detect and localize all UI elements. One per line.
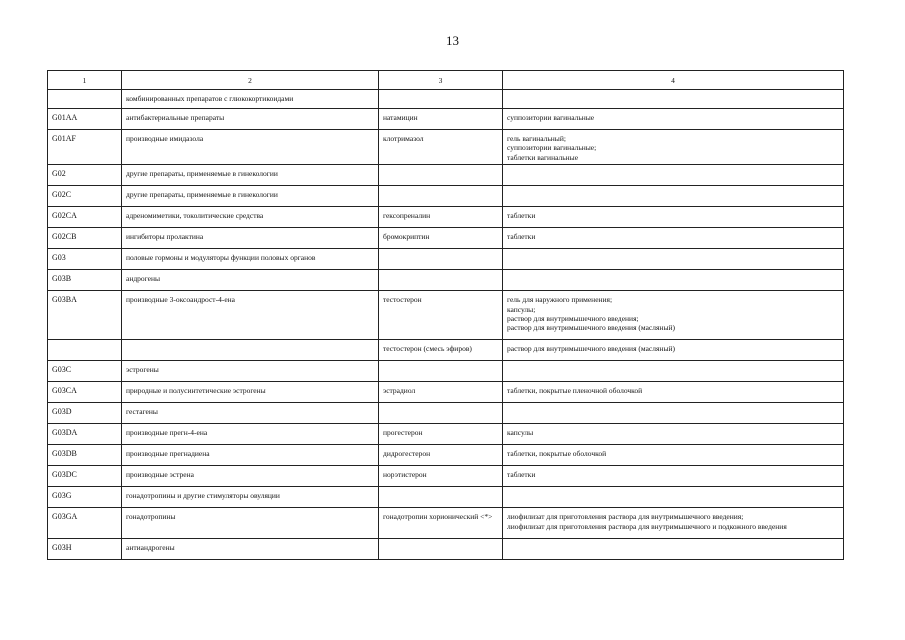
dosage-form-line: таблетки, покрытые пленочной оболочкой [507,386,643,396]
table-row [48,270,844,291]
code-cell: G03DC [48,466,122,487]
table-row [48,249,844,270]
code-cell: G03D [48,403,122,424]
group-name-cell: антиандрогены [122,539,379,560]
group-name-cell: ингибиторы пролактина [122,228,379,249]
drug-name-cell: бромокриптин [379,228,503,249]
group-name-cell: половые гормоны и модуляторы функции половых органов [122,249,379,270]
table-row [48,186,844,207]
dosage-form-line: таблетки [507,470,536,480]
group-name-cell: гестагены [122,403,379,424]
drug-name-cell [379,361,503,382]
drug-name-cell [379,249,503,270]
dosage-form-cell [503,382,844,403]
dosage-form-line: раствор для внутримышечного введения (масляный) [507,344,675,354]
table-row [48,207,844,228]
dosage-form-cell [503,445,844,466]
drug-table [47,70,844,560]
code-cell: G03GA [48,508,122,539]
group-name-cell: комбинированных препаратов с глюкокортикоидами [122,90,379,109]
drug-name-cell: норэтистерон [379,466,503,487]
table-row [48,109,844,130]
dosage-form-cell [503,186,844,207]
dosage-form-cell [503,508,844,539]
dosage-form-line: суппозитории вагинальные; [507,143,597,153]
group-name-cell: производные 3-оксоандрост-4-ена [122,291,379,340]
code-cell: G01AA [48,109,122,130]
group-name-cell: производные имидазола [122,130,379,165]
dosage-form-cell [503,361,844,382]
dosage-form-line: таблетки, покрытые оболочкой [507,449,607,459]
dosage-form-cell [503,466,844,487]
drug-name-cell [379,270,503,291]
dosage-form-line: суппозитории вагинальные [507,113,595,122]
code-cell [48,90,122,109]
group-name-cell: производные прегнадиена [122,445,379,466]
column-header-4: 4 [503,71,844,90]
code-cell [48,340,122,361]
group-name-cell: другие препараты, применяемые в гинекологии [122,165,379,186]
table-row [48,466,844,487]
dosage-form-line: раствор для внутримышечного введения; [507,313,639,323]
code-cell: G03C [48,361,122,382]
table-row [48,130,844,165]
table-row [48,445,844,466]
table-row [48,340,844,361]
dosage-form-cell [503,249,844,270]
group-name-cell: гонадотропины и другие стимуляторы овуляции [122,487,379,508]
code-cell: G02 [48,165,122,186]
header-row [48,71,844,90]
dosage-form-line: гель вагинальный; [507,134,566,143]
table-row [48,403,844,424]
dosage-form-cell [503,270,844,291]
drug-name-cell: гексопреналин [379,207,503,228]
dosage-form-line: таблетки [507,211,536,221]
table-row [48,382,844,403]
drug-name-cell: натамицин [379,109,503,130]
table-row [48,487,844,508]
code-cell: G03DB [48,445,122,466]
dosage-form-line: капсулы; [507,304,536,314]
dosage-form-cell [503,228,844,249]
table-row [48,361,844,382]
drug-name-cell [379,487,503,508]
drug-name-cell [379,403,503,424]
page-number: 13 [446,33,459,48]
dosage-form-cell [503,165,844,186]
code-cell: G02CA [48,207,122,228]
dosage-form-cell [503,403,844,424]
drug-name-cell: клотримазол [379,130,503,165]
code-cell: G03DA [48,424,122,445]
dosage-form-line: лиофилизат для приготовления раствора для внутримышечного и подкожного введения [507,521,787,531]
code-cell: G03 [48,249,122,270]
group-name-cell [122,340,379,361]
drug-name-cell: тестостерон (смесь эфиров) [379,340,503,361]
table-row [48,165,844,186]
dosage-form-cell [503,291,844,340]
group-name-cell: производные прегн-4-ена [122,424,379,445]
dosage-form-line: лиофилизат для приготовления раствора для внутримышечного введения; [507,512,744,522]
dosage-form-cell [503,487,844,508]
code-cell: G03B [48,270,122,291]
table-row [48,508,844,539]
drug-name-cell [379,186,503,207]
group-name-cell: адреномиметики, токолитические средства [122,207,379,228]
table-row [48,424,844,445]
code-cell: G03H [48,539,122,560]
column-header-2: 2 [122,71,379,90]
drug-name-cell: прогестерон [379,424,503,445]
code-cell: G03CA [48,382,122,403]
code-cell: G02CB [48,228,122,249]
group-name-cell: другие препараты, применяемые в гинекологии [122,186,379,207]
table-row [48,291,844,340]
table-row [48,539,844,560]
table-row [48,90,844,109]
dosage-form-line: раствор для внутримышечного введения (масляный) [507,323,675,333]
code-cell: G02C [48,186,122,207]
dosage-form-cell [503,90,844,109]
group-name-cell: производные эстрена [122,466,379,487]
drug-name-cell [379,90,503,109]
dosage-form-cell [503,539,844,560]
group-name-cell: эстрогены [122,361,379,382]
group-name-cell: гонадотропины [122,508,379,539]
dosage-form-cell [503,130,844,165]
group-name-cell: природные и полусинтетические эстрогены [122,382,379,403]
drug-name-cell: тестостерон [379,291,503,340]
code-cell: G01AF [48,130,122,165]
drug-name-cell [379,165,503,186]
dosage-form-line: таблетки [507,232,536,242]
column-header-3: 3 [379,71,503,90]
drug-name-cell: эстрадиол [379,382,503,403]
code-cell: G03G [48,487,122,508]
dosage-form-cell [503,424,844,445]
dosage-form-cell [503,207,844,228]
group-name-cell: антибактериальные препараты [122,109,379,130]
dosage-form-line: гель для наружного применения; [507,295,613,305]
drug-name-cell: гонадотропин хорионический <*> [379,508,503,539]
drug-name-cell: дидрогестерон [379,445,503,466]
table-body [48,90,844,560]
column-header-1: 1 [48,71,122,90]
drug-name-cell [379,539,503,560]
dosage-form-line: капсулы [507,428,534,438]
code-cell: G03BA [48,291,122,340]
group-name-cell: андрогены [122,270,379,291]
dosage-form-line: таблетки вагинальные [507,152,579,162]
dosage-form-cell [503,340,844,361]
table-row [48,228,844,249]
dosage-form-cell [503,109,844,130]
